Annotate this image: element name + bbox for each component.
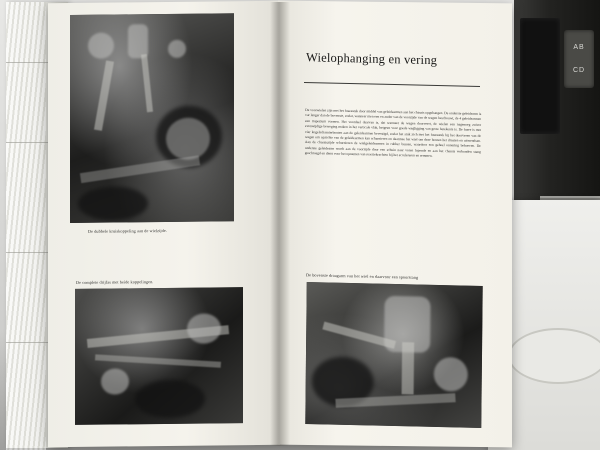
caption-right-top: De bovenste draagarm van het wiel en daarvoor een spoorstang (305, 272, 419, 280)
heading-rule (304, 82, 480, 87)
photo-complete-driveshaft (75, 287, 243, 425)
binder-strap (520, 18, 560, 134)
caption-left-top: De dubbele kruiskoppeling aan de wielzijde. (88, 227, 167, 234)
caption-left-bottom: De complete drijfas met beide koppelingen. (76, 279, 154, 285)
book-right-page (278, 1, 512, 448)
binder-badge (564, 30, 594, 88)
binder-badge-label: AB (573, 44, 585, 51)
photo-double-universal-joint (70, 13, 234, 223)
binder-badge-label-2: CD (572, 67, 586, 74)
page-heading: Wielophanging en vering (305, 50, 438, 68)
open-book (48, 2, 512, 446)
body-paragraph: De voorwielen zijn met het fuseestuk door middel van geleidearmen aan het chassis opgehangen. De onderste geleidearm is var langer dan de bovenste, zodat, wanneer men een en ander van de voorzijde van de wagen beschouwt, de 4 geleidearmen een trapezium vormen. Het voordeel daarvan is, dat wanneer de wagen doorveert, de wielen een nagenoeg zuiver evenwijdige beweging maken in het verticale vlak, hetgeen voor goede wegligging van grote betekenis is. De fusee is met vier kogelscharnierbouten aan de geleidearmen bevestigd, zodat het stuk zich met het fuseestuk bij het doorveren van de wagen om opzichte van de geleidearmen kan scharnieren en daarmee het wiel om deze bouten het draaien en uitwendsen. Aan de chassiszijde scharnieren de wielgeleidearmen in rubber bussen, waardoor een geheel onnering behoeven. De onderste geleidearm wordt aan de voorzijde door een schuin naar voren lopende en aan het chassis verbonden stang geschraagd en dient voor het opnemen van reactiekrachten bij het accelereren en remmen. (304, 107, 482, 159)
card-ellipse-graphic (508, 328, 600, 384)
book-gutter (270, 2, 290, 446)
photo-upper-control-arm (305, 282, 482, 428)
page-edge-fan (6, 2, 46, 450)
book-left-page (48, 1, 280, 447)
